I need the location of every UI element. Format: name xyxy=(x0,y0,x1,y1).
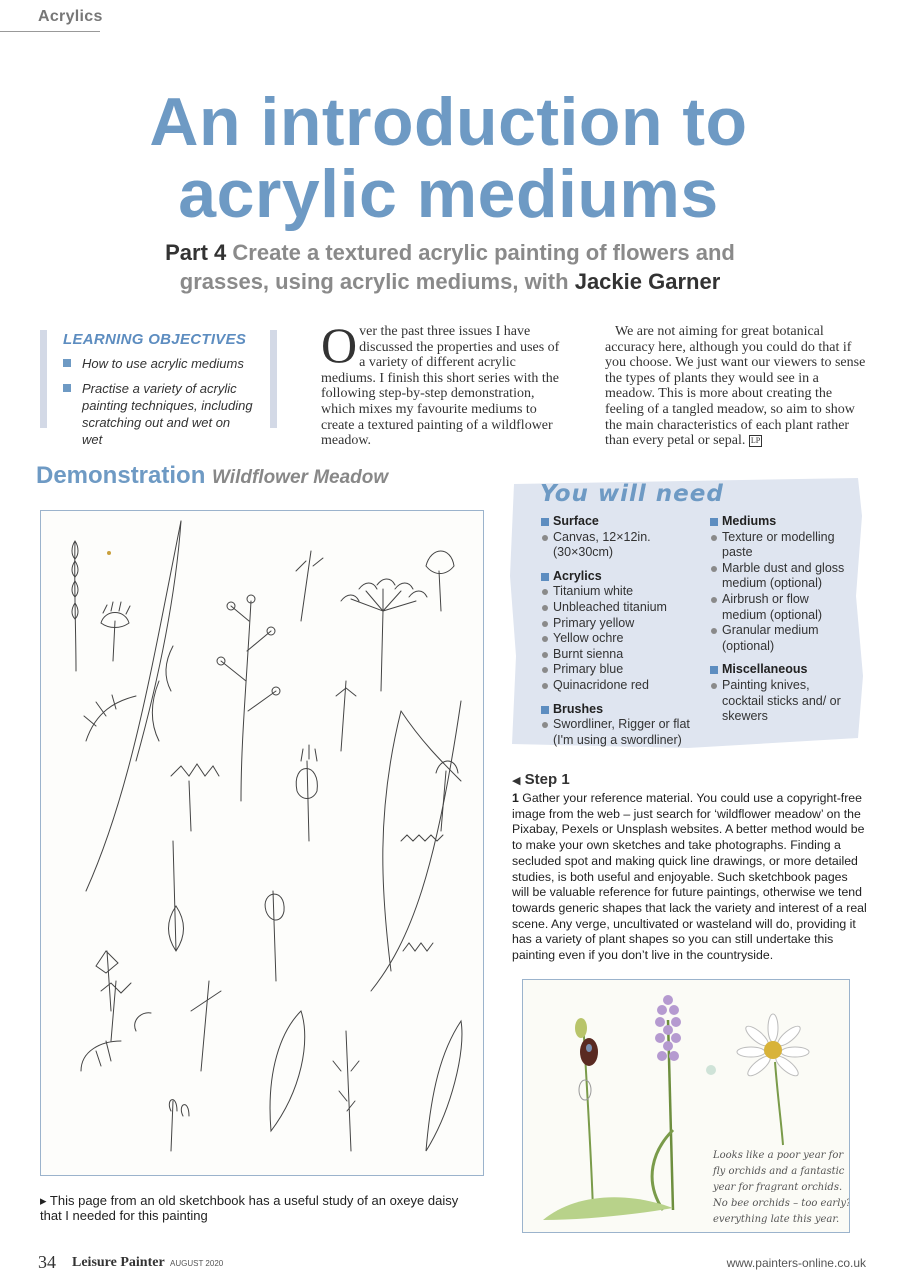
materials-item: Painting knives, cocktail sticks and/ or skewers xyxy=(710,678,850,725)
step-number: 1 xyxy=(512,791,519,805)
objective-item: How to use acrylic mediums xyxy=(63,355,253,372)
botanical-sketch-drawing xyxy=(41,511,483,1175)
demonstration-title: Demonstration xyxy=(36,462,206,489)
step-body: Gather your reference material. You could use a copyright-free image from the web – just search for ‘wildflower meadow’ on the Pixabay, Pexels or Unsplash websites. A better method would be to make your own sketches and take photographs. Finding a secluded spot and making quick line drawings, or more detailed studies, is both useful and enjoyable. Such sketchbook pages will be valuable reference for future paintings, otherwise we tend towards generic shapes that lack the variety and interest of a real scene. Any verge, uncultivated or wasteland will do, providing it has a variety of plant shapes so you can still undertake this painting even if you don’t live in the countryside. xyxy=(512,791,867,963)
materials-item: Primary blue xyxy=(541,662,711,678)
objectives-heading: LEARNING OBJECTIVES xyxy=(63,331,247,348)
website-url[interactable]: www.painters-online.co.uk xyxy=(726,1256,866,1270)
materials-item: Texture or modelling paste xyxy=(710,530,850,561)
materials-item: Burnt sienna xyxy=(541,647,711,663)
issue-date: AUGUST 2020 xyxy=(170,1259,224,1268)
drop-cap: O xyxy=(321,317,358,373)
note-line: year for fragrant orchids. xyxy=(713,1182,843,1193)
caption-arrow-icon: ▸ xyxy=(40,1193,47,1208)
page-number: 34 xyxy=(38,1252,56,1272)
materials-heading: Miscellaneous xyxy=(710,662,850,678)
materials-item: Unbleached titanium xyxy=(541,600,711,616)
handwritten-note xyxy=(712,1150,849,1225)
materials-item: Titanium white xyxy=(541,584,711,600)
author-name: Jackie Garner xyxy=(574,269,721,294)
second-paragraph xyxy=(605,324,870,449)
note-line: fly orchids and a fantastic xyxy=(713,1166,845,1177)
square-bullet-icon xyxy=(63,384,71,392)
intro-text: ver the past three issues I have discussed the properties and uses of a variety of different acrylic mediums. I finish this short series with the following step-by-step demonstration, which mixes my favourite mediums to create a textured painting of a wildflower meadow. xyxy=(321,324,560,449)
materials-left-column xyxy=(541,514,711,748)
article-subtitle xyxy=(150,238,750,296)
materials-item: Granular medium (optional) xyxy=(710,623,850,654)
materials-item: Canvas, 12×12in. (30×30cm) xyxy=(541,530,711,561)
materials-item: Primary yellow xyxy=(541,616,711,632)
materials-heading: Brushes xyxy=(541,702,711,718)
end-mark-icon: LP xyxy=(750,436,761,446)
materials-item: Yellow ochre xyxy=(541,631,711,647)
section-rule xyxy=(0,31,100,32)
note-line: Looks like a poor year for xyxy=(713,1150,844,1161)
demonstration-heading xyxy=(36,462,388,490)
magazine-name: Leisure Painter xyxy=(72,1255,165,1270)
materials-item: Marble dust and gloss medium (optional) xyxy=(710,561,850,592)
materials-heading: Surface xyxy=(541,514,711,530)
square-bullet-icon xyxy=(63,359,71,367)
note-line: No bee orchids – too early? – xyxy=(713,1198,849,1209)
objectives-bar-right xyxy=(270,330,277,428)
demonstration-subtitle: Wildflower Meadow xyxy=(212,467,389,488)
title-line-1: An introduction to xyxy=(149,84,748,160)
orchid-sketch-image xyxy=(522,979,850,1233)
objectives-bar-left xyxy=(40,330,47,428)
section-tag: Acrylics xyxy=(38,8,103,25)
materials-right-column xyxy=(710,514,850,725)
materials-item: Airbrush or flow medium (optional) xyxy=(710,592,850,623)
article-title xyxy=(0,86,897,230)
step-text xyxy=(512,791,868,964)
part-label: Part 4 xyxy=(165,240,227,265)
objective-item: Practise a variety of acrylic painting techniques, including scratching out and wet on wet xyxy=(63,380,253,448)
title-line-2: acrylic mediums xyxy=(178,156,719,232)
second-paragraph-text: We are not aiming for great botanical accuracy here, although you could do that if you choose. We just want our viewers to sense the types of plants they would see in a meadow. This is more about creating the feeling of a tangled meadow, so aim to show the main characteristics of each plant rather than every petal or sepal. xyxy=(605,324,866,449)
materials-heading: Mediums xyxy=(710,514,850,530)
step-heading: ◀ Step 1 xyxy=(512,771,570,788)
caption-text: This page from an old sketchbook has a useful study of an oxeye daisy that I needed for this painting xyxy=(40,1193,459,1223)
orchid-painting xyxy=(523,980,849,1232)
intro-paragraph xyxy=(321,317,561,449)
materials-item: Quinacridone red xyxy=(541,678,711,694)
you-will-need-title: You will need xyxy=(540,481,724,507)
sketch-caption xyxy=(40,1193,480,1223)
subtitle-text: Create a textured acrylic painting of flowers and grasses, using acrylic mediums, with xyxy=(179,240,735,294)
step-arrow-icon: ◀ xyxy=(512,775,521,787)
materials-item: Swordliner, Rigger or flat (I'm using a swordliner) xyxy=(541,717,701,748)
sketchbook-image xyxy=(40,510,484,1176)
note-line: everything late this year. xyxy=(713,1214,840,1225)
materials-heading: Acrylics xyxy=(541,569,711,585)
